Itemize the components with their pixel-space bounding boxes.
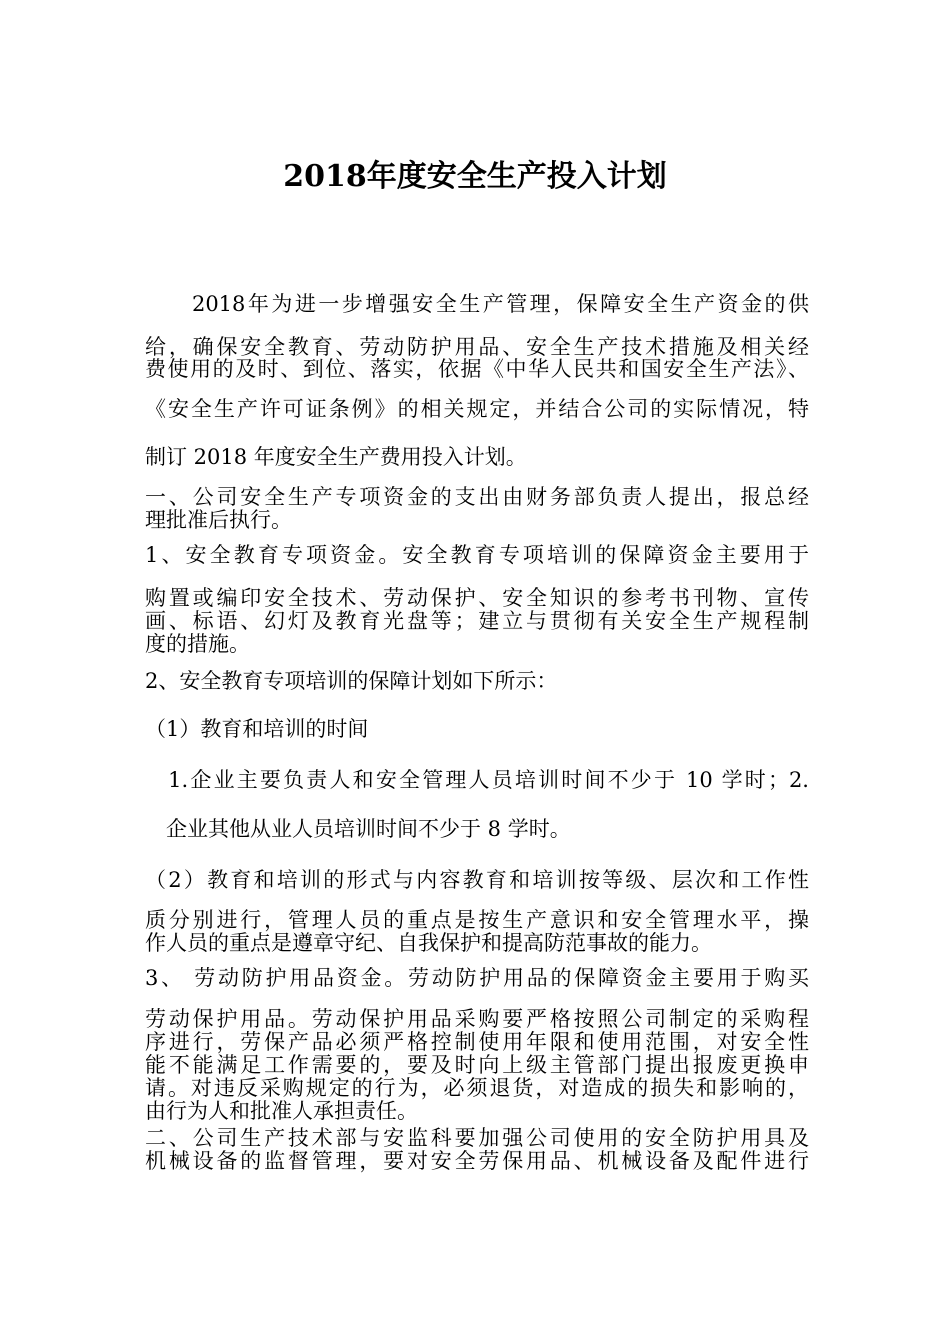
document-title: 2018年度安全生产投入计划 [283,159,667,194]
paragraph-line: 1.企业主要负责人和安全管理人员培训时间不少于 10 学时；2. [145,768,809,792]
paragraph-line: 理批准后执行。 [145,508,292,532]
paragraph-line: 购置或编印安全技术、劳动保护、安全知识的参考书刊物、宣传 [145,586,809,610]
paragraph-line: 序进行，劳保产品必须严格控制使用年限和使用范围，对安全性 [145,1030,809,1054]
paragraph-line: 给，确保安全教育、劳动防护用品、安全生产技术措施及相关经 [145,335,809,359]
paragraph-line: 3、 劳动防护用品资金。劳动防护用品的保障资金主要用于购买 [145,966,809,990]
paragraph-line: 请。对违反采购规定的行为，必须退货，对造成的损失和影响的， [145,1076,809,1100]
paragraph-line: 2018年为进一步增强安全生产管理，保障安全生产资金的供 [145,292,809,316]
paragraph-line: 1、安全教育专项资金。安全教育专项培训的保障资金主要用于 [145,543,809,567]
paragraph-line: 质分别进行，管理人员的重点是按生产意识和安全管理水平，操 [145,908,809,932]
paragraph-line: 制订 2018 年度安全生产费用投入计划。 [145,445,527,469]
paragraph-line: 二、公司生产技术部与安监科要加强公司使用的安全防护用具及 [145,1126,809,1150]
paragraph-line: 机械设备的监督管理，要对安全劳保用品、机械设备及配件进行 [145,1149,809,1173]
paragraph-line: 2、安全教育专项培训的保障计划如下所示： [145,669,558,693]
paragraph-line: 能不能满足工作需要的，要及时向上级主管部门提出报废更换申 [145,1053,809,1077]
paragraph-line: 作人员的重点是遵章守纪、自我保护和提高防范事故的能力。 [145,931,712,955]
paragraph-line: （1）教育和培训的时间 [145,717,369,741]
paragraph-line: 画、标语、幻灯及教育光盘等；建立与贯彻有关安全生产规程制 [145,609,809,633]
paragraph-line: 由行为人和批准人承担责任。 [145,1099,418,1123]
paragraph-line: 一、公司安全生产专项资金的支出由财务部负责人提出，报总经 [145,485,809,509]
paragraph-line: 劳动保护用品。劳动保护用品采购要严格按照公司制定的采购程 [145,1007,809,1031]
paragraph-line: 企业其他从业人员培训时间不少于 8 学时。 [145,817,571,841]
paragraph-line: （2）教育和培训的形式与内容教育和培训按等级、层次和工作性 [145,868,809,892]
paragraph-line: 《安全生产许可证条例》的相关规定，并结合公司的实际情况，特 [145,397,809,421]
paragraph-line: 度的措施。 [145,632,250,656]
paragraph-line: 费使用的及时、到位、落实，依据《中华人民共和国安全生产法》、 [145,357,809,381]
